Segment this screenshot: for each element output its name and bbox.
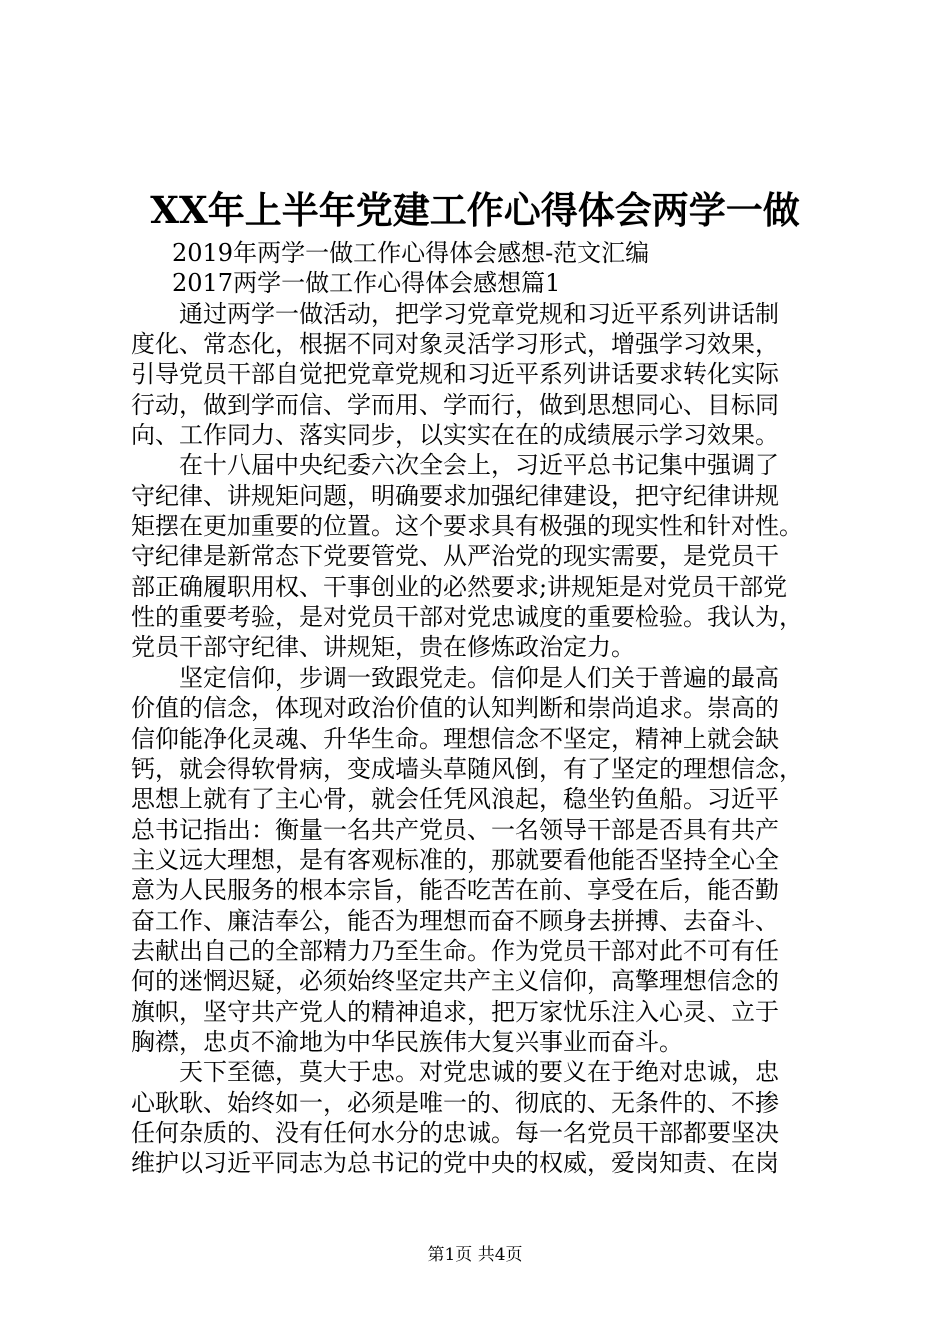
text-line: 天下至德，莫大于忠。对党忠诚的要义在于绝对忠诚，忠 bbox=[131, 1058, 779, 1087]
text-line: 钙，就会得软骨病，变成墙头草随风倒，有了坚定的理想信念， bbox=[131, 754, 803, 783]
text-line: 任何杂质的、没有任何水分的忠诚。每一名党员干部都要坚决 bbox=[131, 1118, 779, 1147]
text-line: 党员干部守纪律、讲规矩，贵在修炼政治定力。 bbox=[131, 633, 635, 662]
text-line: 矩摆在更加重要的位置。这个要求具有极强的现实性和针对性。 bbox=[131, 512, 803, 541]
text-line: 通过两学一做活动，把学习党章党规和习近平系列讲话制 bbox=[131, 299, 779, 328]
text-line: 去献出自己的全部精力乃至生命。作为党员干部对此不可有任 bbox=[131, 936, 779, 965]
text-line: 总书记指出：衡量一名共产党员、一名领导干部是否具有共产 bbox=[131, 815, 779, 844]
text-line: 旗帜，坚守共产党人的精神追求，把万家忧乐注入心灵、立于 bbox=[131, 997, 779, 1026]
paragraph-2 bbox=[131, 450, 831, 662]
text-line: 心耿耿、始终如一，必须是唯一的、彻底的、无条件的、不掺 bbox=[131, 1088, 779, 1117]
text-line: 部正确履职用权、干事创业的必然要求;讲规矩是对党员干部党 bbox=[131, 572, 788, 601]
paragraph-4 bbox=[131, 1057, 831, 1178]
text-line: 何的迷惘迟疑，必须始终坚定共产主义信仰，高擎理想信念的 bbox=[131, 967, 779, 996]
text-line: 奋工作、廉洁奉公，能否为理想而奋不顾身去拼搏、去奋斗、 bbox=[131, 906, 779, 935]
text-line: 在十八届中央纪委六次全会上，习近平总书记集中强调了 bbox=[131, 451, 779, 480]
page-footer: 第1页 共4页 bbox=[427, 1245, 523, 1265]
text-line: 信仰能净化灵魂、升华生命。理想信念不坚定，精神上就会缺 bbox=[131, 724, 779, 753]
text-line: 行动，做到学而信、学而用、学而行，做到思想同心、目标同 bbox=[131, 390, 779, 419]
subtitle-line: 2017两学一做工作心得体会感想篇1 bbox=[172, 269, 561, 298]
paragraph-3 bbox=[131, 663, 831, 1057]
document-title: XX年上半年党建工作心得体会两学一做 bbox=[150, 188, 800, 232]
text-line: 主义远大理想，是有客观标准的，那就要看他能否坚持全心全 bbox=[131, 845, 779, 874]
text-line: 守纪律、讲规矩问题，明确要求加强纪律建设，把守纪律讲规 bbox=[131, 481, 779, 510]
text-line: 引导党员干部自觉把党章党规和习近平系列讲话要求转化实际 bbox=[131, 360, 779, 389]
subtitle-line: 2019年两学一做工作心得体会感想-范文汇编 bbox=[172, 239, 650, 267]
text-line: 思想上就有了主心骨，就会任凭风浪起，稳坐钓鱼船。习近平 bbox=[131, 785, 779, 814]
text-line: 度化、常态化，根据不同对象灵活学习形式，增强学习效果， bbox=[131, 330, 779, 359]
text-line: 维护以习近平同志为总书记的党中央的权威，爱岗知责、在岗 bbox=[131, 1149, 779, 1178]
text-line: 胸襟，忠贞不渝地为中华民族伟大复兴事业而奋斗。 bbox=[131, 1027, 683, 1056]
text-line: 价值的信念，体现对政治价值的认知判断和崇尚追求。崇高的 bbox=[131, 694, 779, 723]
document-body bbox=[131, 238, 831, 1179]
text-line: 坚定信仰，步调一致跟党走。信仰是人们关于普遍的最高 bbox=[131, 663, 779, 692]
text-line: 意为人民服务的根本宗旨，能否吃苦在前、享受在后，能否勤 bbox=[131, 876, 779, 905]
text-line: 性的重要考验，是对党员干部对党忠诚度的重要检验。我认为， bbox=[131, 603, 803, 632]
text-line: 守纪律是新常态下党要管党、从严治党的现实需要，是党员干 bbox=[131, 542, 779, 571]
text-line: 向、工作同力、落实同步，以实实在在的成绩展示学习效果。 bbox=[131, 421, 779, 450]
paragraph-1 bbox=[131, 299, 831, 451]
